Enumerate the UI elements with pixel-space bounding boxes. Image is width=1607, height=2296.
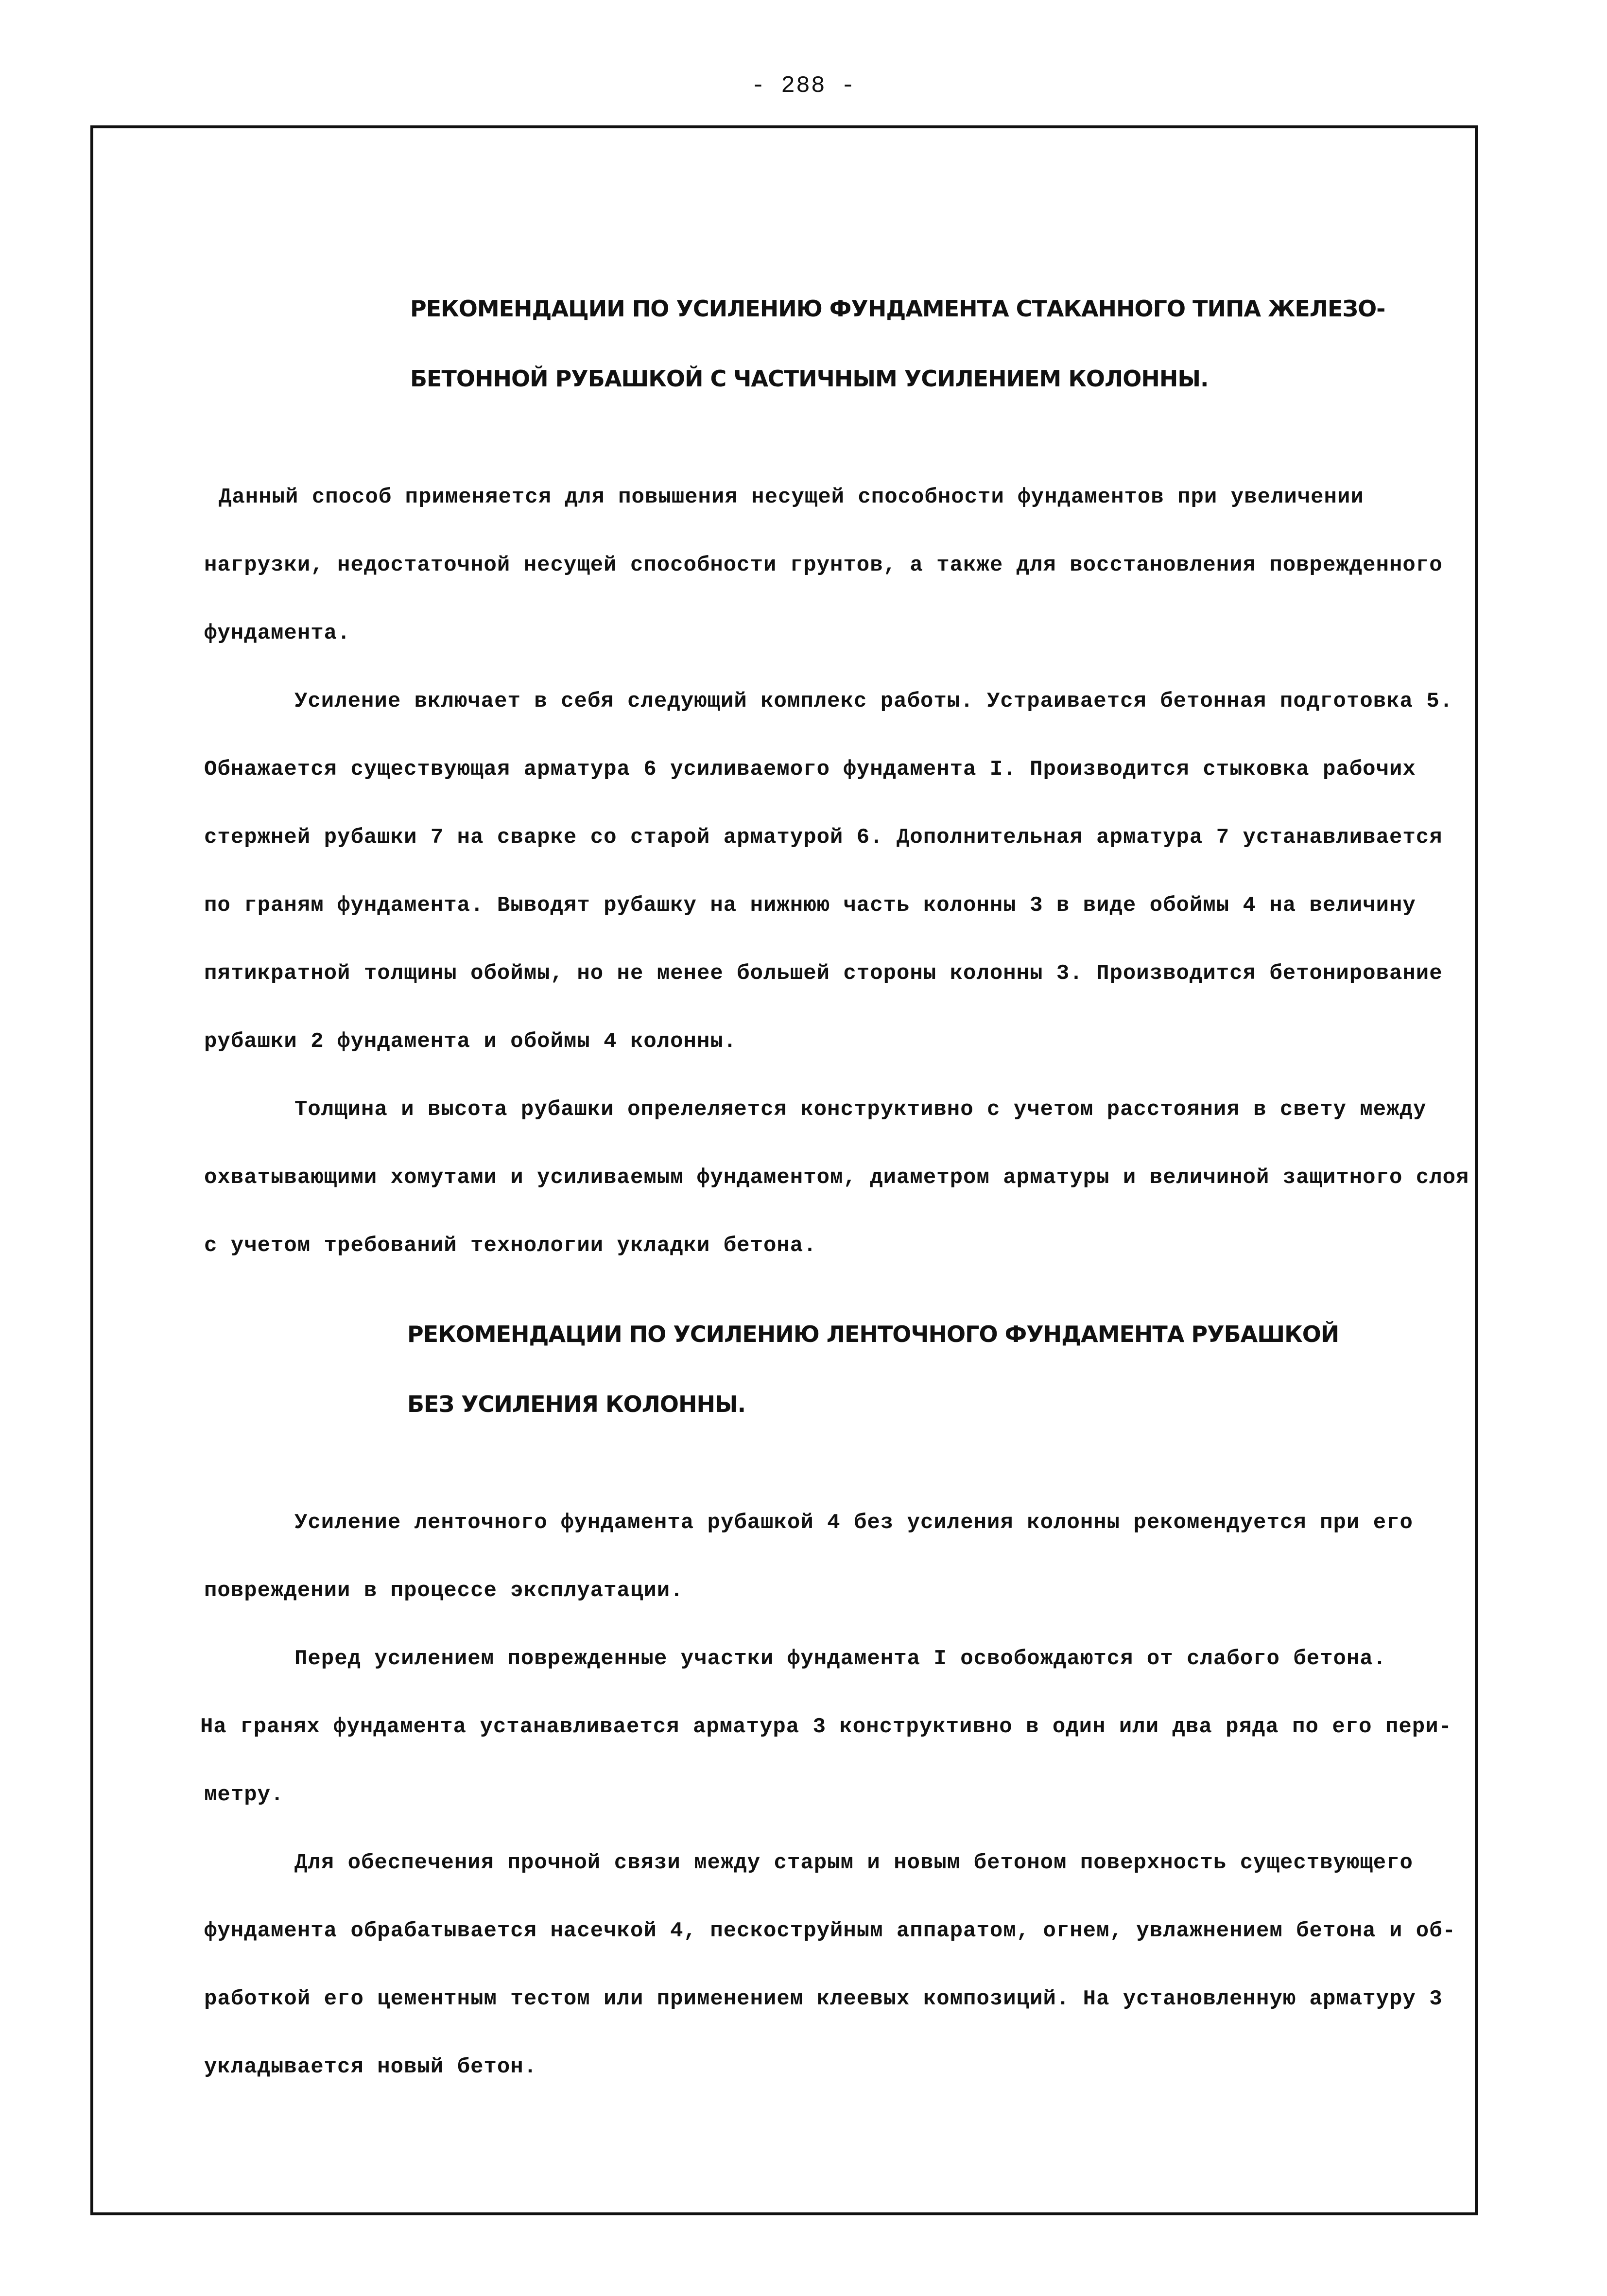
- section1-text-line: Данный способ применяется для повышения несущей способности фундаментов при увеличении: [219, 485, 1364, 509]
- section2-text-line: Усиление ленточного фундамента рубашкой 4 без усиления колонны рекомендуется при его: [294, 1511, 1413, 1535]
- section1-text-line: Толщина и высота рубашки опрелеляется конструктивно с учетом расстояния в свету между: [294, 1097, 1427, 1122]
- section2-text-line: Перед усилением поврежденные участки фундамента I освобождаются от слабого бетона.: [294, 1647, 1387, 1671]
- section2-text-line: повреждении в процессе эксплуатации.: [204, 1579, 684, 1603]
- section1-title-line1: РЕКОМЕНДАЦИИ ПО УСИЛЕНИЮ ФУНДАМЕНТА СТАКАННОГО ТИПА ЖЕЛЕЗО-: [410, 296, 1385, 322]
- section2-text-line: На гранях фундамента устанавливается арматура 3 конструктивно в один или два ряда по его пери-: [200, 1715, 1452, 1739]
- page-content: [93, 128, 1475, 2212]
- section1-text-line: рубашки 2 фундамента и обоймы 4 колонны.: [204, 1029, 737, 1054]
- section1-text-line: охватывающими хомутами и усиливаемым фундаментом, диаметром арматуры и величиной защитного слоя: [204, 1165, 1469, 1190]
- section2-text-line: укладывается новый бетон.: [204, 2055, 537, 2079]
- section2-text-line: метру.: [204, 1783, 284, 1807]
- section1-text-line: нагрузки, недостаточной несущей способности грунтов, а также для восстановления поврежденного: [204, 553, 1443, 577]
- section2-text-line: фундамента обрабатывается насечкой 4, пескоструйным аппаратом, огнем, увлажнением бетона и об-: [204, 1919, 1456, 1943]
- section1-text-line: по граням фундамента. Выводят рубашку на нижнюю часть колонны 3 в виде обоймы 4 на величину: [204, 893, 1416, 918]
- section1-text-line: пятикратной толщины обоймы, но не менее большей стороны колонны 3. Производится бетонирование: [204, 961, 1443, 986]
- section2-title-line1: РЕКОМЕНДАЦИИ ПО УСИЛЕНИЮ ЛЕНТОЧНОГО ФУНДАМЕНТА РУБАШКОЙ: [407, 1321, 1339, 1347]
- section1-title-line2: БЕТОННОЙ РУБАШКОЙ С ЧАСТИЧНЫМ УСИЛЕНИЕМ КОЛОННЫ.: [410, 365, 1209, 392]
- section1-text-line: фундамента.: [204, 621, 351, 645]
- section2-text-line: работкой его цементным тестом или применением клеевых композиций. На установленную арматуру 3: [204, 1987, 1443, 2011]
- page-number: - 288 -: [751, 73, 856, 99]
- section1-text-line: стержней рубашки 7 на сварке со старой арматурой 6. Дополнительная арматура 7 устанавливается: [204, 825, 1443, 850]
- section1-text-line: Усиление включает в себя следующий комплекс работы. Устраивается бетонная подготовка 5.: [294, 689, 1453, 713]
- section2-text-line: Для обеспечения прочной связи между старым и новым бетоном поверхность существующего: [294, 1851, 1413, 1875]
- page-frame: [90, 125, 1478, 2215]
- section1-text-line: с учетом требований технологии укладки бетона.: [204, 1234, 817, 1258]
- section1-text-line: Обнажается существующая арматура 6 усиливаемого фундамента I. Производится стыковка рабочих: [204, 757, 1416, 782]
- section2-title-line2: БЕЗ УСИЛЕНИЯ КОЛОННЫ.: [407, 1391, 746, 1417]
